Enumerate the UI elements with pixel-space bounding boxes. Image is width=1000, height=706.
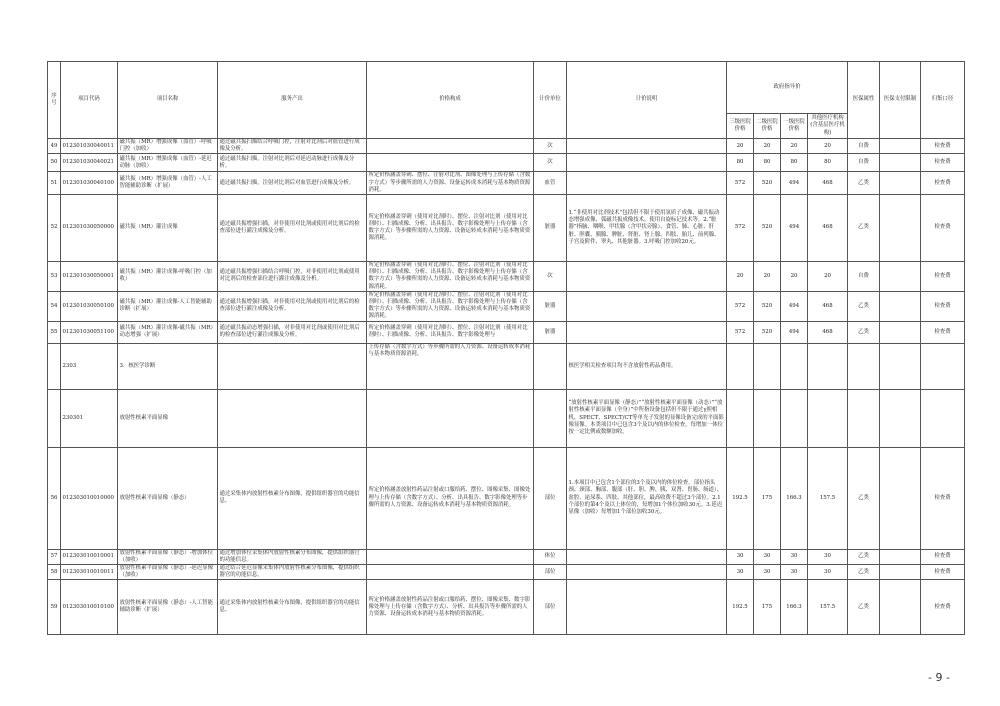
cell-collect: 检查费 xyxy=(921,291,965,321)
header-seq: 序号 xyxy=(48,62,61,139)
table-row xyxy=(48,447,965,549)
cell-desc xyxy=(567,580,727,635)
cell-desc xyxy=(567,549,727,564)
cell-price-composition: 上传存储（含数字方式）等步骤所需的人力资源、设备运转成本消耗与基本物质资源消耗。 xyxy=(367,343,534,389)
cell-ins-attr: 乙类 xyxy=(848,565,880,580)
cell-unit: 体位 xyxy=(534,549,567,564)
cell-desc: 1.“非使用对比剂技术”包括但不限于使用氢质子成像、磁共振动态增强成像、弧磁共振成像技术。使用自旋标记技术等。2.“脏器”指脑、咽喉、甲状腺（含甲状旁腺）、食管、肺、心脏、肝脏、胆囊、胰腺、脾脏、肾脏、肾上腺、四肢、胎儿、前列腺、子宫及附件、睾丸、其他脏器。3.呼吸门控加收20元。 xyxy=(567,195,727,262)
cell-price-level3: 192.5 xyxy=(727,447,754,549)
cell-desc xyxy=(567,291,727,321)
cell-code: 012303010010001 xyxy=(61,549,118,564)
cell-desc xyxy=(567,172,727,195)
cell-price-other xyxy=(808,389,848,447)
cell-output: 通过磁共振动态增强扫描，对非使用对比剂或使用对比剂后的检查部位进行灌注成像及分析。 xyxy=(218,321,367,343)
cell-code: 012301030040100 xyxy=(61,172,118,195)
cell-ins-limit xyxy=(880,139,921,154)
cell-code: 012301030050100 xyxy=(61,291,118,321)
section-row xyxy=(48,389,965,447)
cell-price-level1: 166.3 xyxy=(781,447,808,549)
cell-seq: 54 xyxy=(48,291,61,321)
cell-price-other: 20 xyxy=(808,139,848,154)
cell-price-level1: 30 xyxy=(781,565,808,580)
cell-desc: 核医学相关检查项目均不含放射性药品费用。 xyxy=(567,343,727,389)
cell-output: 通过磁共振增强扫描结合呼吸门控，对非使用对比剂或使用对比剂后的检查部位进行灌注成像及分析。 xyxy=(218,262,367,292)
cell-output: 通过增加体位采集体内放射性核素分布图像，提供组织器官的功能信息。 xyxy=(218,549,367,564)
cell-ins-attr: 自费 xyxy=(848,154,880,172)
cell-name: 磁共振（MR）灌注成像-人工智能辅助诊断（扩展） xyxy=(118,291,218,321)
cell-price-level1: 30 xyxy=(781,549,808,564)
cell-ins-limit xyxy=(880,154,921,172)
cell-code: 012301030050000 xyxy=(61,195,118,262)
header-ins-attr: 医保属性 xyxy=(848,62,880,139)
cell-desc xyxy=(567,262,727,292)
cell-unit xyxy=(534,343,567,389)
cell-price-level3: 80 xyxy=(727,154,754,172)
cell-collect: 检查费 xyxy=(921,172,965,195)
cell-output: 通过采集体内放射性核素分布图像，提供组织器官的功能信息。 xyxy=(218,447,367,549)
header-level1: 一级医院价格 xyxy=(781,114,808,139)
cell-ins-attr: 乙类 xyxy=(848,195,880,262)
table-row xyxy=(48,262,965,292)
cell-name: 3．核医学诊断 xyxy=(118,343,218,389)
header-collect: 归集口径 xyxy=(921,62,965,139)
cell-ins-attr: 乙类 xyxy=(848,172,880,195)
cell-price-composition: 所定价格涵盖穿刺、摆位、注射对比剂、图像处理与上传存储（含数字方式）等步骤所需的人力资源、设备运转成本消耗与基本物质资源消耗。 xyxy=(367,172,534,195)
cell-ins-limit xyxy=(880,447,921,549)
cell-collect: 检查费 xyxy=(921,549,965,564)
cell-collect: 检查费 xyxy=(921,195,965,262)
cell-price-composition: 所定价格涵盖穿刺（使用对比剂时）、摆位、注射对比剂（使用对比剂时）、扫描成像、分析、出具报告、数字影像处理与上传存储（含数字方式）等步骤所需的人力资源、设备运转成本消耗与基本物质资源消耗。 xyxy=(367,262,534,292)
cell-desc xyxy=(567,565,727,580)
cell-output: 通过结合延迟显像采集体内放射性核素分布图像，提供组织器官的功能信息。 xyxy=(218,565,367,580)
cell-ins-limit xyxy=(880,580,921,635)
cell-price-level1: 20 xyxy=(781,262,808,292)
cell-price-composition xyxy=(367,549,534,564)
cell-price-other: 20 xyxy=(808,262,848,292)
cell-ins-limit xyxy=(880,321,921,343)
cell-ins-limit xyxy=(880,195,921,262)
cell-price-level1: 494 xyxy=(781,172,808,195)
cell-desc xyxy=(567,139,727,154)
cell-price-level1: 494 xyxy=(781,195,808,262)
cell-price-composition xyxy=(367,389,534,447)
section-row xyxy=(48,343,965,389)
cell-ins-limit xyxy=(880,389,921,447)
cell-price-composition xyxy=(367,154,534,172)
cell-code: 012303010010000 xyxy=(61,447,118,549)
cell-ins-limit xyxy=(880,549,921,564)
cell-unit: 部位 xyxy=(534,580,567,635)
cell-unit: 脏器 xyxy=(534,291,567,321)
table-row xyxy=(48,172,965,195)
cell-ins-attr: 自费 xyxy=(848,139,880,154)
cell-seq: 53 xyxy=(48,262,61,292)
cell-price-level1: 20 xyxy=(781,139,808,154)
cell-seq: 50 xyxy=(48,154,61,172)
cell-unit: 脏器 xyxy=(534,195,567,262)
cell-price-level1: 80 xyxy=(781,154,808,172)
cell-price-other xyxy=(808,343,848,389)
header-level3: 三级医院价格 xyxy=(727,114,754,139)
table-row xyxy=(48,291,965,321)
cell-price-level3: 572 xyxy=(727,195,754,262)
cell-ins-attr: 乙类 xyxy=(848,549,880,564)
cell-ins-attr: 乙类 xyxy=(848,291,880,321)
cell-code: 012301030051100 xyxy=(61,321,118,343)
cell-name: 磁共振（MR）增强成像（血管）-延迟动脉（加收） xyxy=(118,154,218,172)
cell-collect: 检查费 xyxy=(921,565,965,580)
table-row xyxy=(48,195,965,262)
table-row xyxy=(48,580,965,635)
cell-name: 放射性核素平面显像（静态）-人工智能辅助诊断（扩展） xyxy=(118,580,218,635)
cell-name: 放射性核素平面显像（静态）-延迟显像（加收） xyxy=(118,565,218,580)
cell-price-level3: 20 xyxy=(727,139,754,154)
cell-desc xyxy=(567,321,727,343)
cell-ins-limit xyxy=(880,343,921,389)
cell-price-level3: 192.5 xyxy=(727,580,754,635)
cell-unit: 次 xyxy=(534,139,567,154)
cell-seq: 58 xyxy=(48,565,61,580)
cell-ins-attr xyxy=(848,389,880,447)
table-row xyxy=(48,154,965,172)
cell-ins-attr: 乙类 xyxy=(848,321,880,343)
cell-price-composition xyxy=(367,139,534,154)
cell-desc: 1.本项目中已包含1个部位的3个及以内的体位检查。部位指头颈、颈部、胸部、腹部（肝、胆、脾、胰、双肾、胃肠、肠道）、盆腔、泌尿系、四肢、其他部位，最高收费不超过3个部位。2.1个部位的第4个及以上体位的，每增加1个体位加收30元。3.延迟显像（加收）每增加1个部位加收30元。 xyxy=(567,447,727,549)
cell-price-level3 xyxy=(727,389,754,447)
cell-name: 放射性核素平面显像 xyxy=(118,389,218,447)
cell-collect xyxy=(921,343,965,389)
cell-code: 012301030050001 xyxy=(61,262,118,292)
header-row xyxy=(48,62,965,114)
header-other: 其他医疗机构(含基层医疗机构) xyxy=(808,114,848,139)
cell-output: 通过磁共振扫描结合呼吸门控，注射对比剂后对血管进行成像及分析。 xyxy=(218,139,367,154)
header-gov-price: 政府指导价 xyxy=(727,62,848,114)
cell-price-level3: 30 xyxy=(727,565,754,580)
cell-price-other: 468 xyxy=(808,321,848,343)
cell-price-level2: 520 xyxy=(754,321,781,343)
cell-price-other: 80 xyxy=(808,154,848,172)
cell-collect: 检查费 xyxy=(921,580,965,635)
cell-price-composition: 所定价格涵盖穿刺（使用对比剂时）、摆位、注射对比剂（使用对比剂时）、扫描成像、分析、出具报告、数字影像处理与上传存储（含数字方式）等步骤所需的人力资源、设备运转成本消耗与基本物质资源消耗。 xyxy=(367,195,534,262)
cell-name: 放射性核素平面显像（静态）-增加体位（加收） xyxy=(118,549,218,564)
cell-code: 012303010010100 xyxy=(61,580,118,635)
cell-name: 磁共振（MR）增强成像（血管）-人工智能辅助诊断（扩展） xyxy=(118,172,218,195)
cell-code: 230301 xyxy=(61,389,118,447)
cell-price-level1: 166.3 xyxy=(781,580,808,635)
cell-price-level3: 572 xyxy=(727,291,754,321)
cell-price-other: 157.5 xyxy=(808,580,848,635)
cell-price-other: 468 xyxy=(808,172,848,195)
cell-seq: 51 xyxy=(48,172,61,195)
cell-price-other: 468 xyxy=(808,291,848,321)
cell-collect: 检查费 xyxy=(921,139,965,154)
cell-name: 磁共振（MR）灌注成像-磁共振（MR）动态增强（扩展） xyxy=(118,321,218,343)
cell-ins-attr: 乙类 xyxy=(848,580,880,635)
cell-name: 磁共振（MR）灌注成像 xyxy=(118,195,218,262)
cell-seq: 57 xyxy=(48,549,61,564)
cell-price-level2: 20 xyxy=(754,139,781,154)
cell-ins-limit xyxy=(880,565,921,580)
header-code: 项目代码 xyxy=(61,62,118,139)
cell-ins-attr xyxy=(848,343,880,389)
table-row xyxy=(48,139,965,154)
cell-price-level3: 30 xyxy=(727,549,754,564)
header-desc: 计价说明 xyxy=(567,62,727,139)
price-table xyxy=(47,61,965,635)
cell-name: 磁共振（MR）灌注成像-呼吸门控（加收） xyxy=(118,262,218,292)
cell-price-level2: 20 xyxy=(754,262,781,292)
cell-ins-attr: 自费 xyxy=(848,262,880,292)
table-row xyxy=(48,565,965,580)
cell-price-other: 30 xyxy=(808,549,848,564)
cell-collect: 检查费 xyxy=(921,447,965,549)
cell-unit: 脏器 xyxy=(534,321,567,343)
cell-output xyxy=(218,389,367,447)
header-ins-limit: 医保支付限制 xyxy=(880,62,921,139)
cell-price-composition xyxy=(367,565,534,580)
page-number: - 9 - xyxy=(928,671,950,684)
cell-code: 012301030040011 xyxy=(61,139,118,154)
cell-collect: 检查费 xyxy=(921,154,965,172)
cell-price-level2: 520 xyxy=(754,172,781,195)
cell-price-composition: 所定价格涵盖放射性药品注射或口服给药、摆位、图像采集、数字影像处理与上传存储（含数字方式）、分析、出具报告等步骤所需的人力资源、设备运转成本消耗与基本物质资源消耗。 xyxy=(367,580,534,635)
cell-price-level2: 520 xyxy=(754,291,781,321)
cell-price-level3: 20 xyxy=(727,262,754,292)
cell-code: 012303010010011 xyxy=(61,565,118,580)
cell-seq: 52 xyxy=(48,195,61,262)
header-price-composition: 价格构成 xyxy=(367,62,534,139)
cell-unit: 部位 xyxy=(534,447,567,549)
cell-unit: 血管 xyxy=(534,172,567,195)
cell-collect: 检查费 xyxy=(921,321,965,343)
cell-output xyxy=(218,343,367,389)
cell-desc xyxy=(567,154,727,172)
cell-seq: 49 xyxy=(48,139,61,154)
cell-price-other: 157.5 xyxy=(808,447,848,549)
cell-ins-limit xyxy=(880,291,921,321)
cell-price-composition: 所定价格涵盖穿刺（使用对比剂时）、摆位、注射对比剂（使用对比剂时）、扫描成像、分析、出具报告、数字影像处理与 xyxy=(367,321,534,343)
header-level2: 二级医院价格 xyxy=(754,114,781,139)
cell-price-composition: 所定价格涵盖穿刺（使用对比剂时）、摆位、注射对比剂（使用对比剂时）、扫描成像、分析、出具报告、数字影像处理与上传存储（含数字方式）等步骤所需的人力资源、设备运转成本消耗与基本物质资源消耗。 xyxy=(367,291,534,321)
cell-output: 通过磁共振增强扫描，对非使用对比剂或使用对比剂后的检查部位进行灌注成像及分析。 xyxy=(218,195,367,262)
cell-price-other: 468 xyxy=(808,195,848,262)
header-output: 服务产出 xyxy=(218,62,367,139)
cell-name: 放射性核素平面显像（静态） xyxy=(118,447,218,549)
cell-price-level2: 520 xyxy=(754,195,781,262)
cell-output: 通过磁共振增强扫描，对非使用对比剂或使用对比剂后的检查部位进行灌注成像及分析。 xyxy=(218,291,367,321)
cell-price-level1 xyxy=(781,343,808,389)
cell-price-level2: 175 xyxy=(754,447,781,549)
cell-price-level2: 80 xyxy=(754,154,781,172)
cell-unit: 次 xyxy=(534,154,567,172)
cell-price-level3: 572 xyxy=(727,321,754,343)
cell-output: 通过采集体内放射性核素分布图像，提供组织器官的功能信息。 xyxy=(218,580,367,635)
cell-price-level2: 30 xyxy=(754,565,781,580)
cell-unit xyxy=(534,389,567,447)
cell-ins-attr: 乙类 xyxy=(848,447,880,549)
cell-price-level3 xyxy=(727,343,754,389)
cell-name: 磁共振（MR）增强成像（血管）-呼吸门控（加收） xyxy=(118,139,218,154)
cell-price-level1 xyxy=(781,389,808,447)
table-row xyxy=(48,549,965,564)
cell-price-other: 30 xyxy=(808,565,848,580)
header-unit: 计价单位 xyxy=(534,62,567,139)
cell-seq: 59 xyxy=(48,580,61,635)
cell-ins-limit xyxy=(880,262,921,292)
cell-price-composition: 所定价格涵盖放射性药品注射或口服给药、摆位、图像采集、图像处理与上传存储（含数字方式）、分析、出具报告、数字影像处理等步骤所需的人力资源、设备运转成本消耗与基本物质资源消耗。 xyxy=(367,447,534,549)
cell-price-level2: 175 xyxy=(754,580,781,635)
cell-price-level2 xyxy=(754,389,781,447)
cell-output: 通过磁共振扫描，注射对比剂后对血管进行成像及分析。 xyxy=(218,172,367,195)
cell-code: 2303 xyxy=(61,343,118,389)
cell-seq xyxy=(48,389,61,447)
cell-unit: 次 xyxy=(534,262,567,292)
cell-seq: 55 xyxy=(48,321,61,343)
cell-seq xyxy=(48,343,61,389)
cell-price-level1: 494 xyxy=(781,291,808,321)
cell-collect xyxy=(921,389,965,447)
cell-price-level1: 494 xyxy=(781,321,808,343)
cell-seq: 56 xyxy=(48,447,61,549)
cell-price-level3: 572 xyxy=(727,172,754,195)
cell-desc: “放射性核素平面显像（静态）”“放射性核素平面显像（动态）”“放射性核素平面显像（全身）”中所指设备包括但不限于通过γ照相机、SPECT、SPECT/CT等单光子发射的显像设备完成的平面影像显像。本类项目中已包含3个及以内的体位检查，每增加一体位按一定比例或数额加收。 xyxy=(567,389,727,447)
header-name: 项目名称 xyxy=(118,62,218,139)
table-row xyxy=(48,321,965,343)
cell-collect: 检查费 xyxy=(921,262,965,292)
cell-unit: 部位 xyxy=(534,565,567,580)
cell-ins-limit xyxy=(880,172,921,195)
cell-output: 通过磁共振扫描，注射对比剂后对延迟动脉进行成像及分析。 xyxy=(218,154,367,172)
cell-price-level2 xyxy=(754,343,781,389)
cell-price-level2: 30 xyxy=(754,549,781,564)
cell-code: 012301030040021 xyxy=(61,154,118,172)
